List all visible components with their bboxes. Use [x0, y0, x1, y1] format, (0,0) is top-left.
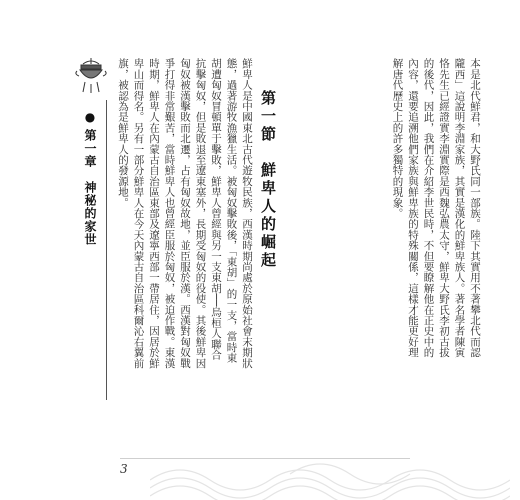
tripod-ornament-icon — [74, 56, 108, 96]
chapter-label: 第一章 神秘的家世 — [83, 129, 97, 246]
footer-rule — [120, 458, 410, 459]
paragraph-intro: 本是北代鮮君，和大野氏同一部族。陸下其實用不著攀北代而認隴西」這說明李淵家族，其實是漢化的鮮卑族人。著名學者陳寅恪先生已經證實李淵實際是西魏弘農太守，鮮卑大野氏李初古拔的後代，因此，我們在介紹李世民時，不但要瞭解他在正史中的內容，還要追溯他們家族與鮮卑族的特殊關係，這樣才能更好理解唐代歷史上的許多獨特的現象。 — [391, 58, 481, 358]
bullet-dot-icon: ● — [83, 110, 97, 125]
page-number: 3 — [120, 462, 128, 476]
wave-ornament-icon — [150, 440, 510, 500]
section-title: 第一節 鮮卑人的崛起 — [259, 90, 277, 270]
chapter-heading — [82, 110, 99, 246]
paragraph-main: 鮮卑人是中國東北古代遊牧民族，西漢時期尚處於原始社會末期狀態，過著游牧漁獵生活。被匈奴擊敗後，「東胡」的一支，當時東胡遭匈奴冒頓單于擊敗，鮮卑人曾經與另一支東胡──烏桓人聯合抗擊匈奴，但是敗退至遼東塞外，長期受匈奴的役使。其後鮮卑因匈奴被漢擊敗而北遷，占有匈奴故地，並臣服於漢。西漢對匈奴戰爭打得非常艱苦，當時鮮卑人也曾經臣服於匈奴，被迫作戰。東漢時期，鮮卑人在內蒙古自治區東部及遼寧西部一帶居住，因居於鮮卑山而得名。另有一部分鮮卑人在今天內蒙古自治區科爾沁右翼前旗，被認為是鮮卑人的發源地。 — [117, 58, 253, 369]
sidebar-divider — [106, 100, 107, 400]
